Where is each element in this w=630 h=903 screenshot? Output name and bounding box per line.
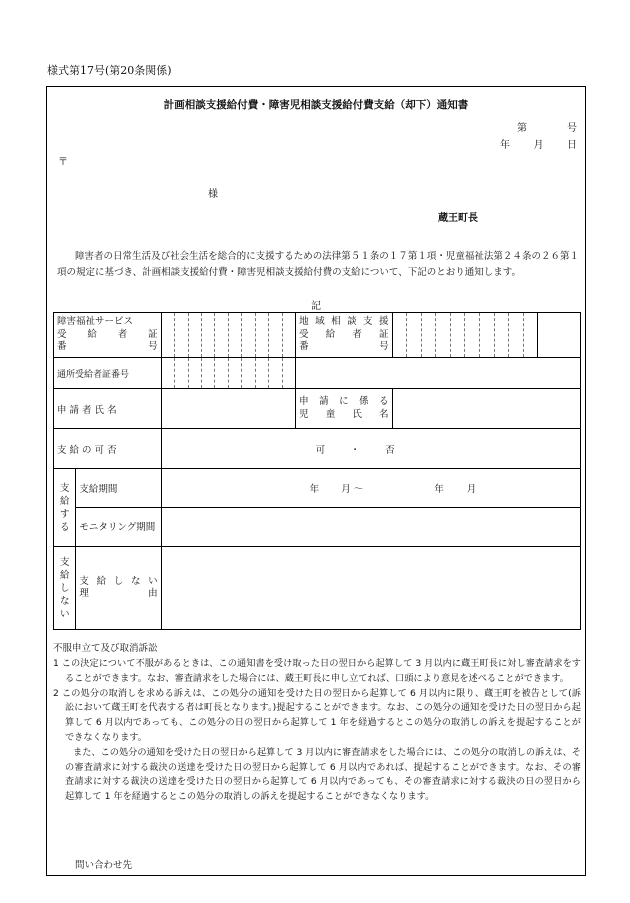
regional-cert-digit[interactable] xyxy=(450,313,465,358)
clinic-cert-row xyxy=(54,358,581,389)
applicant-row xyxy=(54,389,581,429)
welfare-cert-label: 障害福祉サービス 受 給 者 証 番 号 xyxy=(54,313,162,358)
welfare-cert-digit[interactable] xyxy=(228,313,241,358)
monitoring-label: モニタリング期間 xyxy=(76,508,161,547)
welfare-cert-digit[interactable] xyxy=(188,313,201,358)
clinic-cert-digit[interactable] xyxy=(215,358,228,389)
child-name-field[interactable] xyxy=(392,389,580,429)
deny-reason-field[interactable] xyxy=(161,547,580,630)
applicant-name-field[interactable] xyxy=(161,389,296,429)
grant-period-row xyxy=(54,469,581,508)
notice-frame xyxy=(46,86,586,876)
regional-cert-digit[interactable] xyxy=(494,313,509,358)
date-line xyxy=(500,136,577,151)
grant-period-label: 支給期間 xyxy=(76,469,161,508)
clinic-cert-digit[interactable] xyxy=(269,358,282,389)
welfare-cert-digit[interactable] xyxy=(242,313,255,358)
deny-group-label: 支給しない xyxy=(54,547,76,630)
cert-number-row xyxy=(54,313,581,358)
number-prefix: 第 xyxy=(517,123,527,134)
regional-cert-label: 地 域 相 談 支 援 受 給 者 証 番 号 xyxy=(296,313,392,358)
regional-cert-digit[interactable] xyxy=(465,313,480,358)
form-reference: 様式第17号(第20条関係) xyxy=(47,64,172,77)
approval-row xyxy=(54,429,581,469)
grant-group-label: 支給する xyxy=(54,469,76,547)
clinic-cert-digit[interactable] xyxy=(242,358,255,389)
ki-mark: 記 xyxy=(311,301,321,312)
monitoring-row xyxy=(54,508,581,547)
clinic-cert-digit[interactable] xyxy=(202,358,215,389)
applicant-label: 申 請 者 氏 名 xyxy=(54,389,162,429)
issuer: 蔵王町長 xyxy=(438,213,478,224)
inquiry-label: 問い合わせ先 xyxy=(75,860,133,871)
regional-cert-digit[interactable] xyxy=(523,313,538,358)
intro-text: 障害者の日常生活及び社会生活を総合的に支援するための法律第５１条の１７第１項・児童福祉法第２４条の２６第１項の規定に基づき、計画相談支援給付費・障害児相談支援給付費の支給について、下記のとおり通知します。 xyxy=(57,251,579,278)
date-month: 月 xyxy=(533,140,544,151)
deny-row xyxy=(54,547,581,630)
approval-yes[interactable]: 可 xyxy=(315,444,326,456)
clinic-cert-digit[interactable] xyxy=(228,358,241,389)
date-day: 日 xyxy=(567,140,577,151)
approval-no[interactable]: 否 xyxy=(385,444,395,456)
approval-label: 支 給 の 可 否 xyxy=(54,429,162,469)
period-end-year: 年 xyxy=(434,484,444,495)
welfare-cert-digit[interactable] xyxy=(255,313,268,358)
welfare-cert-digit[interactable] xyxy=(269,313,282,358)
welfare-cert-digit[interactable] xyxy=(282,313,295,358)
welfare-cert-digit[interactable] xyxy=(161,313,174,358)
appeal-item: 2 この処分の取消しを求める訴えは、この処分の通知を受けた日の翌日から起算して 6 月以内に限り、蔵王町を被告として(訴訟において蔵王町を代表する者は町長となります。)提起することができます。なお、この処分の通知を受けた日の翌日から起算して 6 月以内であっても、この処分の日の翌日から起算して 1 年を経過するとこの処分の取消しの訴えを提起することができなくなります。 xyxy=(53,687,581,743)
period-end-month: 月 xyxy=(466,484,477,495)
clinic-cert-digit[interactable] xyxy=(161,358,174,389)
approval-field[interactable] xyxy=(161,429,580,469)
period-start-year: 年 xyxy=(309,484,320,495)
clinic-cert-digit[interactable] xyxy=(255,358,268,389)
appeal-title: 不服申立て及び取消訴訟 xyxy=(53,643,158,654)
monitoring-field[interactable] xyxy=(161,508,580,547)
clinic-cert-digit[interactable] xyxy=(188,358,201,389)
appeal-item: 1 この決定について不服があるときは、この通知書を受け取った日の翌日から起算して 3 月以内に蔵王町長に対し審査請求をすることができます。なお、審査請求をした場合には、蔵王町長に申し立てれば、口頭により意見を述べることができます。 xyxy=(53,658,581,684)
regional-cert-digit[interactable] xyxy=(509,313,524,358)
regional-cert-digit[interactable] xyxy=(392,313,407,358)
regional-cert-trailing-cell[interactable] xyxy=(538,313,581,358)
appeal-notes xyxy=(53,657,581,805)
clinic-cert-label: 通所受給者証番号 xyxy=(54,358,162,389)
number-line xyxy=(517,119,577,134)
addressee-suffix: 様 xyxy=(208,189,218,200)
child-name-label: 申 請 に 係 る 児 童 氏 名 xyxy=(296,389,392,429)
regional-cert-digit[interactable] xyxy=(407,313,422,358)
clinic-cert-digit[interactable] xyxy=(175,358,188,389)
regional-cert-digit[interactable] xyxy=(479,313,494,358)
notice-table xyxy=(53,312,581,630)
welfare-cert-digit[interactable] xyxy=(215,313,228,358)
period-start-month: 月 ～ xyxy=(341,484,364,495)
appeal-paragraph: また、この処分の通知を受けた日の翌日から起算して 3 月以内に審査請求をした場合には、この処分の取消しの訴えは、その審査請求に対する裁決の送達を受けた日の翌日から起算して 6 月以内であれば、提起することができます。なお、その審査請求に対する裁決の送達を受けた日の翌日から起算して 6 月以内であっても、その審査請求に対する裁決の日の翌日から起算して 1 年を経過するとこの処分の取消しの訴えを提起することができなくなります。 xyxy=(65,746,581,803)
date-year: 年 xyxy=(500,140,510,151)
number-suffix: 号 xyxy=(567,123,577,134)
clinic-cert-blank xyxy=(296,358,581,389)
document-title: 計画相談支援給付費・障害児相談支援給付費支給（却下）通知書 xyxy=(163,99,469,111)
regional-cert-digit[interactable] xyxy=(436,313,451,358)
approval-separator: ・ xyxy=(350,444,360,456)
deny-reason-label: 支 給 し な い 理 由 xyxy=(76,547,161,630)
welfare-cert-digit[interactable] xyxy=(202,313,215,358)
regional-cert-digit[interactable] xyxy=(421,313,436,358)
welfare-cert-digit[interactable] xyxy=(175,313,188,358)
grant-period-field[interactable] xyxy=(161,469,580,508)
clinic-cert-digit[interactable] xyxy=(282,358,295,389)
postal-mark: 〒 xyxy=(58,157,68,168)
